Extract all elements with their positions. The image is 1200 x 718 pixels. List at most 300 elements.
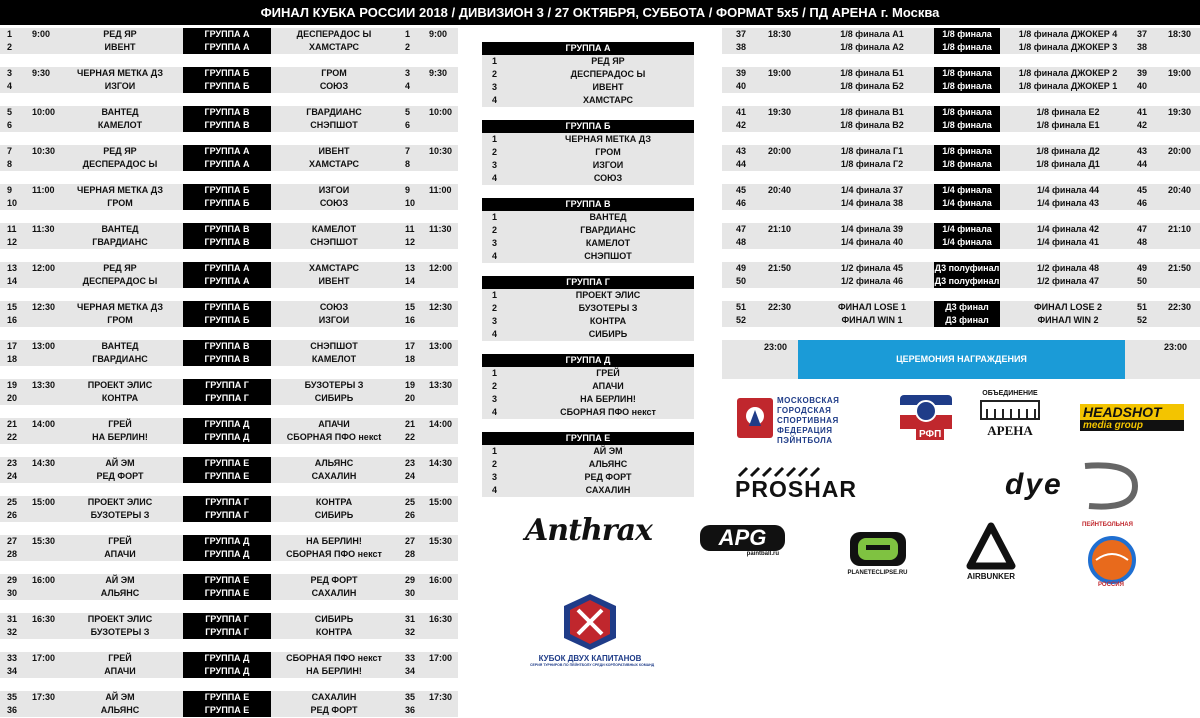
match-line [722, 119, 1200, 132]
team-name: АЛЬЯНС [100, 705, 140, 715]
dye-logo [985, 462, 1145, 510]
match-line [0, 275, 458, 288]
match-line [0, 418, 458, 431]
team-name: ВАНТЕД [101, 107, 139, 117]
match-line [0, 184, 458, 197]
match-time-right: 11:30 [429, 224, 452, 234]
group-team-row [482, 406, 694, 419]
opponent-name: САХАЛИН [311, 588, 357, 598]
group-team-name: ГРОМ [595, 147, 621, 157]
group-team-name: ПРОЕКТ ЭЛИС [575, 290, 641, 300]
group-team-name: ИЗГОИ [592, 160, 624, 170]
match-time: 14:30 [32, 458, 56, 468]
group-title: ГРУППА В [482, 198, 694, 211]
team-name: АЙ ЭМ [105, 575, 135, 585]
team-slot: 1/8 финала В2 [840, 120, 904, 130]
match-number: 38 [736, 42, 747, 52]
group-team-row [482, 133, 694, 146]
mgsfp-emblem-icon [735, 396, 775, 440]
match-number-right: 27 [405, 536, 416, 546]
match-number-right: 30 [405, 588, 416, 598]
group-badge: ГРУППА В [183, 236, 271, 249]
stage-badge: Д3 финал [934, 314, 1000, 327]
match-number-right: 15 [405, 302, 416, 312]
stage-badge: Д3 полуфинал [934, 263, 1000, 273]
match-time-right: 14:00 [429, 419, 453, 429]
opponent-name: ИВЕНТ [318, 276, 350, 286]
match-number: 9 [7, 185, 13, 195]
headshot-sub: media group [1080, 420, 1184, 431]
team-slot: 1/8 финала В1 [840, 107, 904, 117]
team-name: РЕД ЯР [103, 263, 137, 273]
group-badge: ГРУППА А [183, 145, 271, 158]
group-team-row [482, 68, 694, 81]
team-slot: ФИНАЛ WIN 1 [841, 315, 903, 325]
match-number: 46 [736, 198, 747, 208]
match-time-right: 9:00 [429, 29, 448, 39]
match-time: 13:00 [32, 341, 56, 351]
match-time: 20:00 [768, 146, 792, 156]
match-time-right: 17:30 [429, 692, 453, 702]
rfp-text: РФП [916, 429, 944, 440]
group-badge: ГРУППА Е [183, 587, 271, 600]
opponent-name: СИБИРЬ [314, 614, 354, 624]
group-title: ГРУППА Д [482, 354, 694, 367]
group-team-name: АЙ ЭМ [593, 446, 623, 456]
opponent-name: НА БЕРЛИН! [306, 666, 362, 676]
opponent-name: ДЕСПЕРАДОС Ы [296, 29, 372, 39]
match-line [0, 106, 458, 119]
group-team-number: 2 [492, 303, 498, 313]
airbunker-logo [960, 522, 1022, 584]
match-number-right: 7 [405, 146, 411, 156]
opponent-slot: 1/2 финала 48 [1036, 263, 1100, 273]
match-number: 43 [736, 146, 747, 156]
stage-badge: 1/8 финала [934, 119, 1000, 132]
anthrax-logo [525, 513, 655, 568]
match-number-right: 44 [1137, 159, 1148, 169]
playoff-match-block [722, 106, 1200, 132]
group-team-number: 3 [492, 394, 498, 404]
match-number-right: 26 [405, 510, 416, 520]
match-time: 14:00 [32, 419, 56, 429]
match-number: 31 [7, 614, 18, 624]
group-table [482, 42, 694, 107]
match-line [722, 314, 1200, 327]
match-number-right: 41 [1137, 107, 1148, 117]
opponent-name: ИВЕНТ [318, 146, 350, 156]
ceremony-label: ЦЕРЕМОНИЯ НАГРАЖДЕНИЯ [798, 340, 1125, 379]
match-time: 21:50 [768, 263, 792, 273]
group-team-row [482, 458, 694, 471]
opponent-name: СБОРНАЯ ПФО нексt [286, 432, 382, 442]
match-number-right: 21 [405, 419, 416, 429]
group-team-row [482, 94, 694, 107]
opponent-slot: 1/8 финала ДЖОКЕР 4 [1018, 29, 1118, 39]
airbunker-icon [966, 522, 1016, 570]
match-line [0, 613, 458, 626]
team-slot: 1/2 финала 46 [840, 276, 904, 286]
proshar-logo [735, 462, 905, 502]
group-badge: ГРУППА А [183, 275, 271, 288]
match-number: 11 [7, 224, 17, 234]
playoff-match-block [722, 262, 1200, 288]
stage-badge: 1/8 финала [934, 80, 1000, 93]
group-team-row [482, 393, 694, 406]
match-time: 9:30 [32, 68, 51, 78]
match-number: 18 [7, 354, 18, 364]
match-number: 13 [7, 263, 18, 273]
match-time: 21:10 [768, 224, 792, 234]
group-team-row [482, 159, 694, 172]
opponent-name: ИЗГОИ [318, 315, 350, 325]
match-number-right: 48 [1137, 237, 1148, 247]
match-number-right: 38 [1137, 42, 1148, 52]
match-line [722, 41, 1200, 54]
team-name: ГРЕЙ [108, 536, 132, 546]
opponent-slot: 1/4 финала 43 [1036, 198, 1100, 208]
match-number-right: 43 [1137, 146, 1148, 156]
match-line [0, 652, 458, 665]
match-number: 42 [736, 120, 747, 130]
match-block [0, 535, 458, 561]
match-number: 27 [7, 536, 18, 546]
playoff-match-block [722, 28, 1200, 54]
colosseum-icon [979, 397, 1041, 421]
match-time-right: 12:00 [429, 263, 453, 273]
group-team-number: 1 [492, 134, 498, 144]
stage-badge: Д3 финал [934, 301, 1000, 314]
match-line [0, 314, 458, 327]
group-team-number: 4 [492, 173, 498, 183]
match-number: 48 [736, 237, 747, 247]
match-number: 33 [7, 653, 18, 663]
dye-text: dye [1005, 468, 1063, 501]
proshar-text: PROSHAR [735, 476, 858, 502]
match-line [722, 275, 1200, 288]
group-team-name: АЛЬЯНС [588, 459, 628, 469]
opponent-slot: 1/8 финала Е2 [1036, 107, 1100, 117]
team-name: ГРОМ [107, 315, 133, 325]
opponent-name: СОЮЗ [319, 81, 349, 91]
match-number-right: 32 [405, 627, 416, 637]
match-number-right: 2 [405, 42, 411, 52]
team-name: ГВАРДИАНС [92, 354, 148, 364]
opponent-name: СОЮЗ [319, 302, 349, 312]
match-time-right: 21:10 [1168, 224, 1192, 234]
match-line [0, 574, 458, 587]
group-table [482, 120, 694, 185]
team-slot: 1/8 финала А2 [840, 42, 904, 52]
match-number-right: 18 [405, 354, 416, 364]
group-team-number: 3 [492, 160, 498, 170]
group-team-row [482, 211, 694, 224]
group-team-number: 1 [492, 212, 498, 222]
team-name: РЕД ФОРТ [96, 471, 144, 481]
opponent-name: СОЮЗ [319, 198, 349, 208]
match-number-right: 8 [405, 159, 411, 169]
match-time-right: 16:30 [429, 614, 453, 624]
match-time: 16:00 [32, 575, 56, 585]
match-line [0, 392, 458, 405]
group-team-row [482, 237, 694, 250]
playoff-match-block [722, 67, 1200, 93]
match-block [0, 67, 458, 93]
stage-badge: 1/8 финала [934, 41, 1000, 54]
match-number-right: 25 [405, 497, 416, 507]
group-team-row [482, 224, 694, 237]
team-slot: 1/8 финала Г2 [840, 159, 904, 169]
opponent-name: ХАМСТАРС [309, 42, 359, 52]
team-name: НА БЕРЛИН! [92, 432, 148, 442]
match-time-right: 21:50 [1168, 263, 1192, 273]
group-badge: ГРУППА Д [183, 535, 271, 548]
ceremony-time-right: 23:00 [1164, 342, 1188, 352]
match-time: 11:30 [32, 224, 55, 234]
group-badge: ГРУППА Д [183, 548, 271, 561]
match-number: 37 [736, 29, 747, 39]
match-line [0, 262, 458, 275]
group-badge: ГРУППА Е [183, 691, 271, 704]
paintball-russia-logo [1072, 522, 1152, 594]
group-badge: ГРУППА Е [183, 470, 271, 483]
group-team-name: ГВАРДИАНС [580, 225, 636, 235]
group-team-number: 3 [492, 238, 498, 248]
match-line [0, 301, 458, 314]
opponent-name: САХАЛИН [311, 471, 357, 481]
team-name: РЕД ЯР [103, 146, 137, 156]
match-line [722, 223, 1200, 236]
opponent-name: СНЭПШОТ [310, 237, 358, 247]
group-team-number: 4 [492, 485, 498, 495]
match-number-right: 6 [405, 120, 411, 130]
match-time-right: 15:00 [429, 497, 453, 507]
group-team-name: СНЭПШОТ [584, 251, 632, 261]
match-number-right: 42 [1137, 120, 1148, 130]
match-line [0, 496, 458, 509]
group-badge: ГРУППА Б [183, 67, 271, 80]
rfp-logo [896, 393, 956, 445]
match-number: 41 [736, 107, 747, 117]
match-line [722, 28, 1200, 41]
match-time: 19:00 [768, 68, 792, 78]
group-badge: ГРУППА Г [183, 496, 271, 509]
match-line [0, 223, 458, 236]
match-block [0, 652, 458, 678]
match-number: 24 [7, 471, 18, 481]
group-team-row [482, 302, 694, 315]
planet-eclipse-text: PLANETECLIPSE.RU [847, 570, 908, 576]
playoff-match-block [722, 223, 1200, 249]
match-number: 2 [7, 42, 13, 52]
group-team-name: САХАЛИН [585, 485, 631, 495]
team-name: ПРОЕКТ ЭЛИС [87, 497, 153, 507]
match-time: 12:30 [32, 302, 56, 312]
match-time: 15:30 [32, 536, 56, 546]
match-time-right: 18:30 [1168, 29, 1192, 39]
stage-badge: Д3 полуфинал [934, 276, 1000, 286]
match-number-right: 12 [405, 237, 416, 247]
page-title: ФИНАЛ КУБКА РОССИИ 2018 / ДИВИЗИОН 3 / 27 ОКТЯБРЯ, СУББОТА / ФОРМАТ 5х5 / ПД АРЕНА г. Москва [0, 0, 1200, 25]
match-line [0, 457, 458, 470]
team-name: КОНТРА [101, 393, 139, 403]
kdk-logo [530, 592, 655, 672]
team-slot: 1/8 финала Б2 [840, 81, 904, 91]
team-name: ИЗГОИ [104, 81, 136, 91]
group-team-row [482, 146, 694, 159]
match-time-right: 13:30 [429, 380, 453, 390]
match-time-right: 16:00 [429, 575, 453, 585]
match-number-right: 29 [405, 575, 416, 585]
match-number-right: 35 [405, 692, 416, 702]
team-slot: 1/4 финала 38 [840, 198, 904, 208]
opponent-name: РЕД ФОРТ [310, 705, 358, 715]
match-number: 21 [7, 419, 18, 429]
group-badge: ГРУППА В [183, 340, 271, 353]
anthrax-text: Anthrax [525, 513, 652, 548]
paintball-russia-bottom: РОССИЯ [1098, 582, 1124, 588]
match-line [722, 184, 1200, 197]
arena-top-text: ОБЪЕДИНЕНИЕ [982, 390, 1038, 397]
opponent-name: КАМЕЛОТ [311, 354, 357, 364]
team-name: БУЗОТЕРЫ З [90, 510, 150, 520]
match-line [0, 548, 458, 561]
match-block [0, 574, 458, 600]
group-team-row [482, 380, 694, 393]
match-number-right: 50 [1137, 276, 1148, 286]
group-team-number: 1 [492, 290, 498, 300]
match-number-right: 22 [405, 432, 416, 442]
group-team-name: КОНТРА [589, 316, 627, 326]
group-badge: ГРУППА Е [183, 457, 271, 470]
opponent-name: САХАЛИН [311, 692, 357, 702]
match-number-right: 40 [1137, 81, 1148, 91]
match-number-right: 36 [405, 705, 416, 715]
apg-logo [700, 525, 785, 569]
match-time-right: 14:30 [429, 458, 453, 468]
match-line [0, 353, 458, 366]
group-team-row [482, 484, 694, 497]
match-number-right: 47 [1137, 224, 1148, 234]
team-name: АЛЬЯНС [100, 588, 140, 598]
match-number-right: 28 [405, 549, 416, 559]
group-title: ГРУППА Е [482, 432, 694, 445]
match-line [0, 665, 458, 678]
match-number: 26 [7, 510, 18, 520]
match-block [0, 340, 458, 366]
group-team-name: СИБИРЬ [588, 329, 628, 339]
opponent-slot: ФИНАЛ LOSE 2 [1033, 302, 1103, 312]
opponent-name: ХАМСТАРС [309, 159, 359, 169]
team-name: ВАНТЕД [101, 341, 139, 351]
match-line [0, 535, 458, 548]
match-time: 11:00 [32, 185, 55, 195]
opponent-name: КОНТРА [315, 627, 353, 637]
team-slot: 1/8 финала Б1 [840, 68, 904, 78]
match-line [0, 691, 458, 704]
match-time-right: 19:30 [1168, 107, 1192, 117]
match-time: 13:30 [32, 380, 56, 390]
match-line [0, 41, 458, 54]
match-time: 12:00 [32, 263, 56, 273]
match-number-right: 20 [405, 393, 416, 403]
group-team-name: КАМЕЛОТ [585, 238, 631, 248]
team-slot: 1/4 финала 37 [840, 185, 904, 195]
match-block [0, 262, 458, 288]
match-line [0, 28, 458, 41]
match-number: 29 [7, 575, 18, 585]
team-name: ГВАРДИАНС [92, 237, 148, 247]
group-team-name: СБОРНАЯ ПФО некст [560, 407, 656, 417]
group-badge: ГРУППА В [183, 353, 271, 366]
opponent-name: СИБИРЬ [314, 510, 354, 520]
match-number: 30 [7, 588, 18, 598]
match-block [0, 106, 458, 132]
group-badge: ГРУППА Б [183, 184, 271, 197]
group-team-number: 1 [492, 368, 498, 378]
match-time-right: 17:00 [429, 653, 453, 663]
match-number: 17 [7, 341, 18, 351]
team-name: АПАЧИ [104, 549, 136, 559]
opponent-slot: 1/8 финала Д2 [1036, 146, 1100, 156]
match-line [0, 379, 458, 392]
group-badge: ГРУППА Д [183, 418, 271, 431]
apg-sub: paintball.ru [746, 551, 779, 557]
group-badge: ГРУППА Б [183, 80, 271, 93]
team-name: АЙ ЭМ [105, 692, 135, 702]
group-badge: ГРУППА Д [183, 665, 271, 678]
match-number: 20 [7, 393, 18, 403]
match-number: 49 [736, 263, 747, 273]
group-table [482, 276, 694, 341]
team-name: КАМЕЛОТ [97, 120, 143, 130]
group-badge: ГРУППА А [183, 41, 271, 54]
group-table [482, 432, 694, 497]
opponent-name: БУЗОТЕРЫ З [304, 380, 364, 390]
match-number-right: 9 [405, 185, 411, 195]
group-team-number: 2 [492, 459, 498, 469]
match-number: 47 [736, 224, 747, 234]
group-badge: ГРУППА Г [183, 509, 271, 522]
match-time-right: 20:00 [1168, 146, 1192, 156]
stage-badge: 1/4 финала [934, 184, 1000, 197]
airbunker-text: AIRBUNKER [967, 572, 1015, 581]
group-title: ГРУППА Г [482, 276, 694, 289]
match-time: 10:00 [32, 107, 56, 117]
group-team-row [482, 367, 694, 380]
group-badge: ГРУППА Г [183, 392, 271, 405]
match-line [0, 470, 458, 483]
opponent-name: ИЗГОИ [318, 185, 350, 195]
group-team-row [482, 250, 694, 263]
team-name: ЧЕРНАЯ МЕТКА ДЗ [77, 185, 163, 195]
opponent-slot: 1/8 финала Е1 [1036, 120, 1100, 130]
match-line [722, 236, 1200, 249]
match-block [0, 379, 458, 405]
group-badge: ГРУППА Д [183, 652, 271, 665]
match-line [722, 80, 1200, 93]
team-name: ЧЕРНАЯ МЕТКА ДЗ [77, 68, 163, 78]
match-line [0, 158, 458, 171]
match-number-right: 39 [1137, 68, 1148, 78]
group-team-row [482, 289, 694, 302]
match-line [0, 197, 458, 210]
match-time-right: 13:00 [429, 341, 453, 351]
team-name: АЙ ЭМ [105, 458, 135, 468]
opponent-slot: 1/4 финала 44 [1036, 185, 1100, 195]
match-block [0, 223, 458, 249]
group-team-name: ХАМСТАРС [583, 95, 633, 105]
